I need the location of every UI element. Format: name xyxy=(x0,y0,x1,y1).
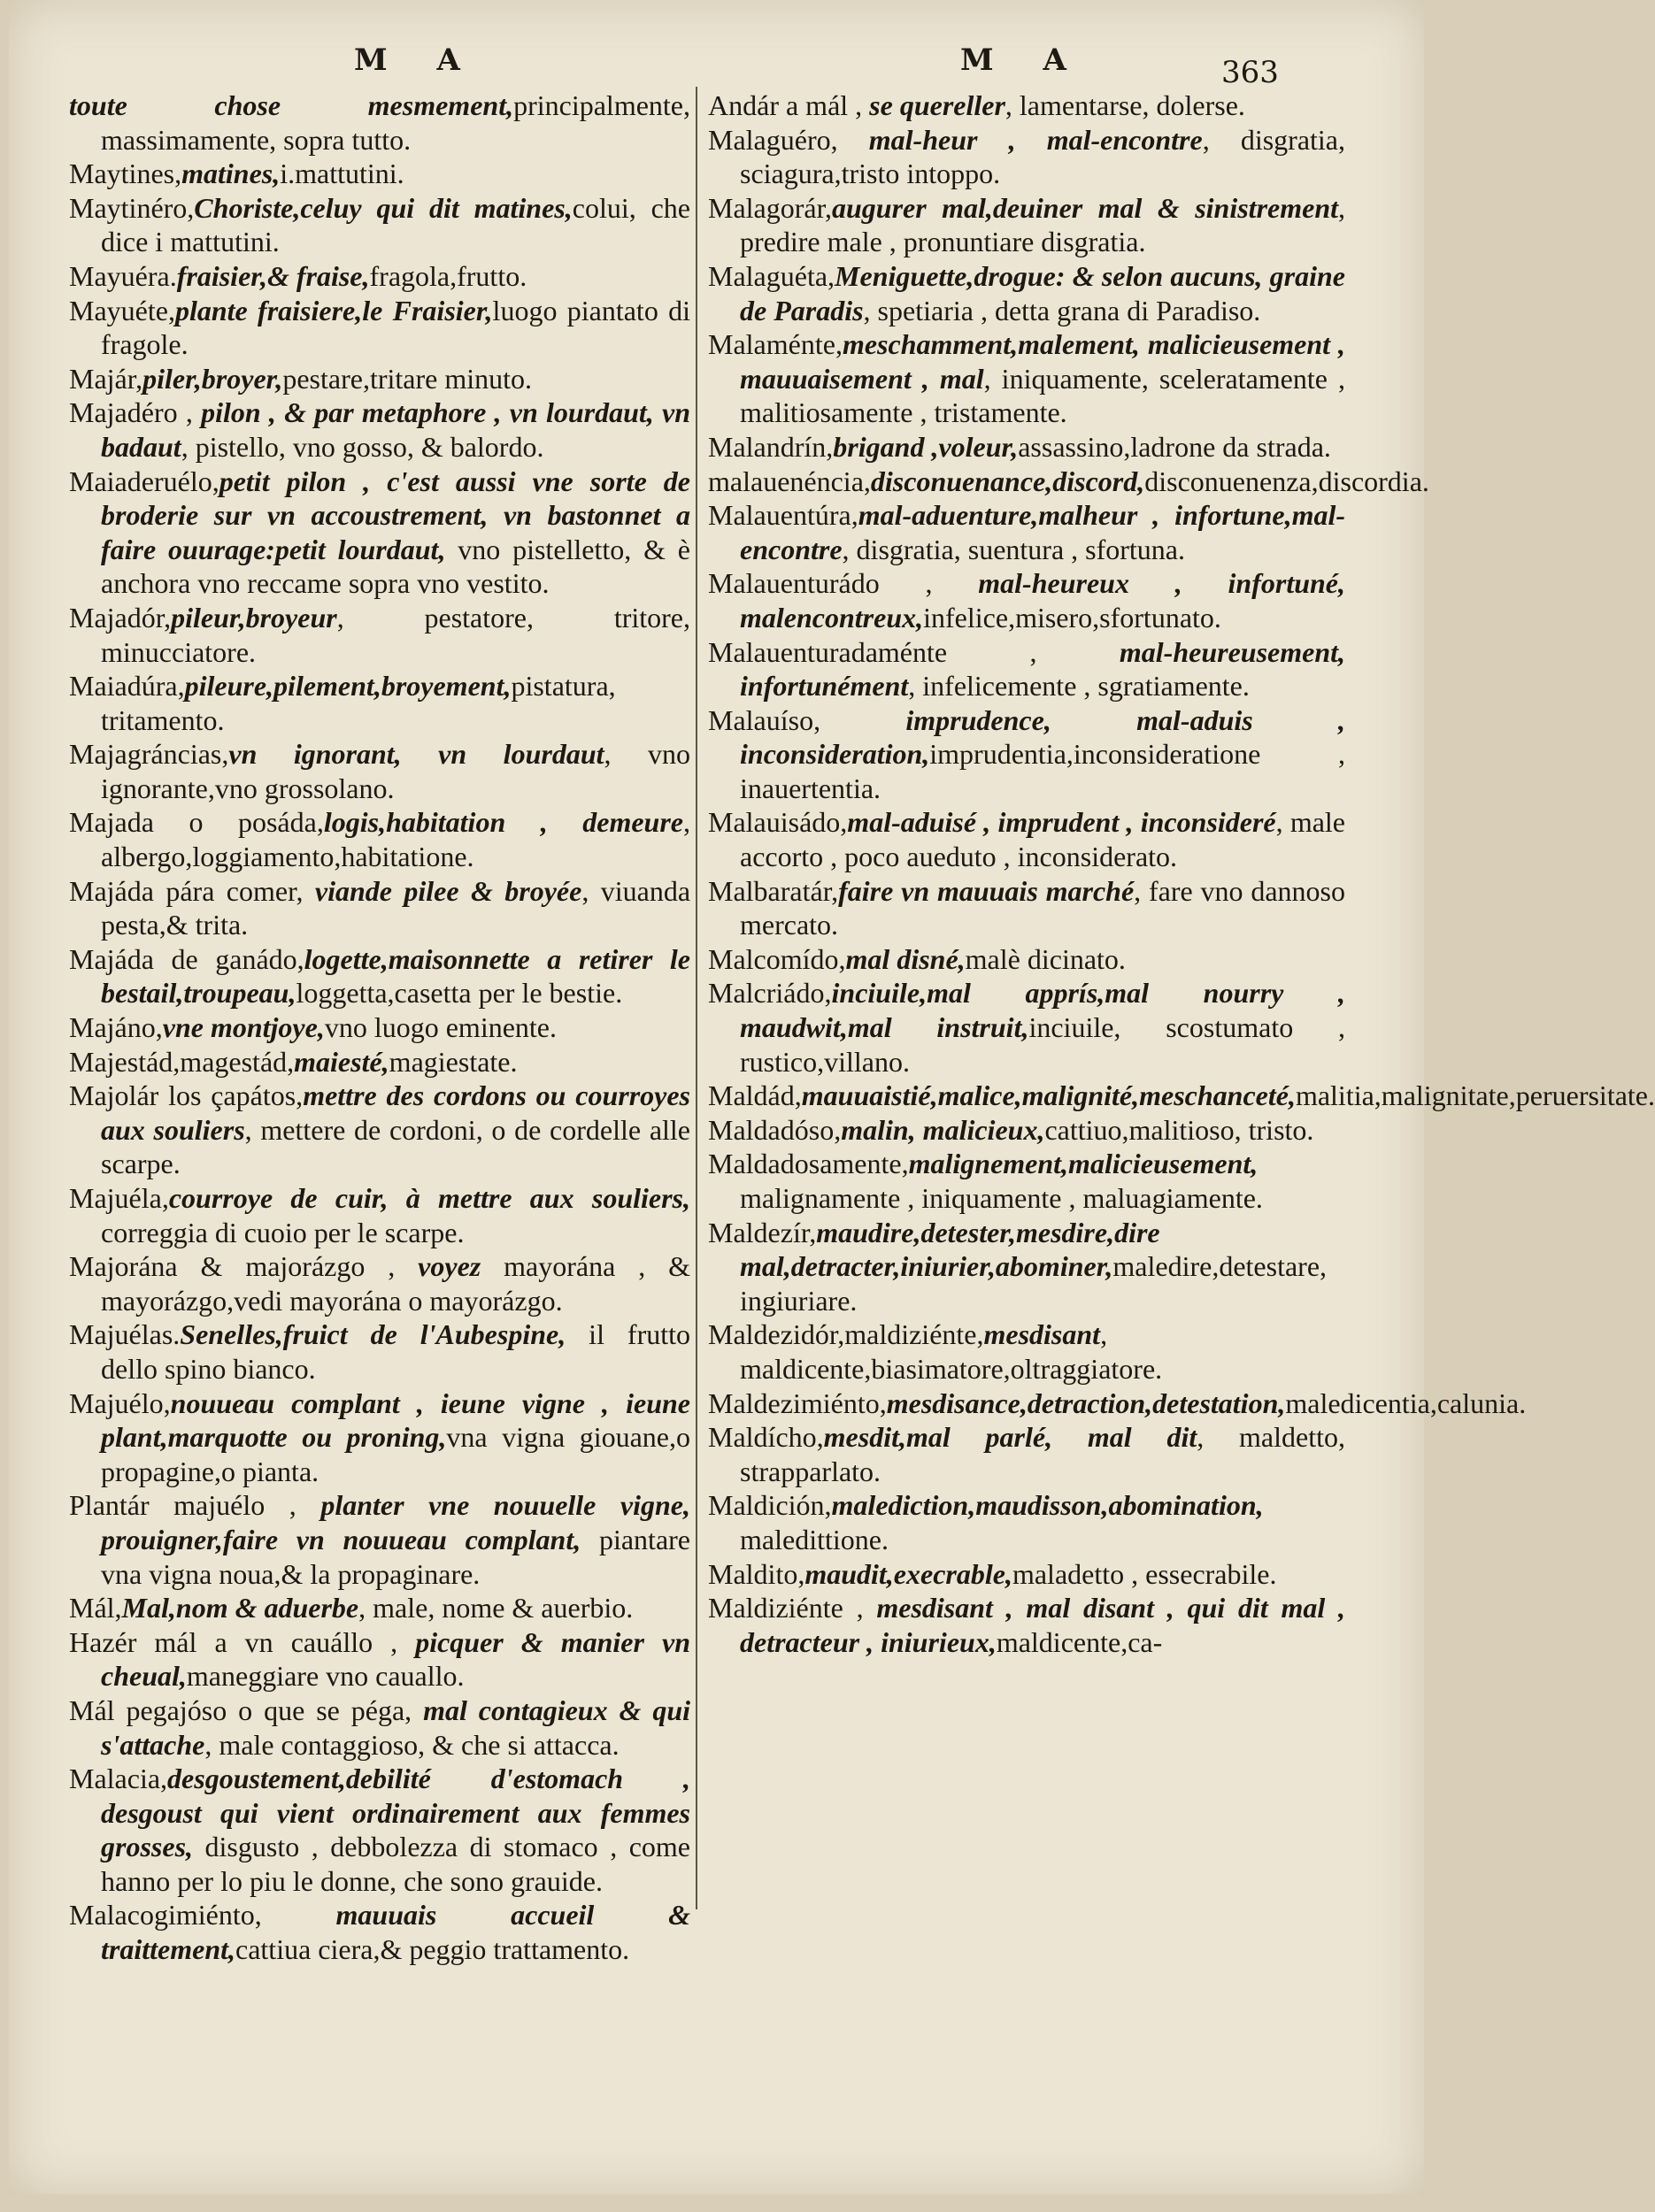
french-gloss: augurer mal,deuiner mal & sinistrement xyxy=(831,191,1338,224)
entry-text: Maldád, xyxy=(708,1079,802,1112)
entry-text: Malagorár, xyxy=(708,191,832,224)
dictionary-entry xyxy=(69,601,690,669)
dictionary-entry xyxy=(69,874,690,942)
dictionary-entry xyxy=(69,737,690,805)
entry-text: magiestate. xyxy=(389,1045,518,1078)
entry-text: Malauisádo, xyxy=(708,806,848,839)
entry-text: maledittione. xyxy=(740,1523,889,1555)
french-gloss: maiesté, xyxy=(294,1045,389,1078)
entry-text: Mayuéte, xyxy=(69,294,175,326)
dictionary-entry xyxy=(708,1386,1527,1421)
french-gloss: courroye de cuir, à mettre aux souliers, xyxy=(168,1182,690,1214)
entry-text: , infelicemente , sgratiamente. xyxy=(908,670,1250,703)
entry-text: Malbaratár, xyxy=(708,874,839,907)
entry-text: Maldezidór,maldiziénte, xyxy=(708,1318,984,1351)
french-gloss: nouueau complant , ieune vigne , ieune plant,marquotte ou proning, xyxy=(101,1386,690,1454)
entry-text: malitia,malignitate,peruersitate. xyxy=(1295,1079,1655,1112)
entry-text: , male accorto , poco aueduto , inconsiderato. xyxy=(740,806,1346,873)
dictionary-entry xyxy=(69,465,690,601)
dictionary-entry xyxy=(69,942,690,1010)
entry-text: Malacia, xyxy=(69,1763,168,1795)
french-gloss: mal-heur , mal-encontre xyxy=(868,123,1203,156)
left-column xyxy=(69,88,690,1967)
dictionary-entry xyxy=(69,805,690,873)
dictionary-entry xyxy=(708,1420,1345,1488)
dictionary-entry xyxy=(708,1216,1345,1318)
dictionary-entry xyxy=(69,259,690,294)
entry-text: Majada o posáda, xyxy=(69,806,324,839)
entry-text: malè dicinato. xyxy=(965,942,1126,975)
entry-text: principalmente, massimamente, sopra tutto. xyxy=(101,89,690,156)
entry-text: malauenéncia, xyxy=(708,465,871,497)
dictionary-entry xyxy=(69,1010,690,1045)
dictionary-entry xyxy=(708,1557,1345,1592)
dictionary-entry xyxy=(708,88,1345,123)
french-gloss: faire vn mauuais marché xyxy=(838,874,1135,907)
entry-text: disconuenenza,discordia. xyxy=(1144,465,1429,497)
french-gloss: pileure,pilement,broyement, xyxy=(184,670,512,703)
entry-text: Malacogimiénto, xyxy=(69,1899,336,1932)
french-gloss: malediction,maudisson,abomination, xyxy=(831,1489,1264,1522)
dictionary-entry xyxy=(69,157,690,191)
french-gloss: desgoustement,debilité d'estomach , desgoust qui vient ordinairement aux femmes grosses, xyxy=(101,1763,690,1863)
dictionary-entry xyxy=(69,1694,690,1762)
entry-text: pistatura, tritamento. xyxy=(101,670,616,736)
french-gloss: imprudence, mal-aduis , inconsideration, xyxy=(740,703,1345,771)
entry-text: correggia di cuoio per le scarpe. xyxy=(101,1216,465,1248)
entry-text: Majuélo, xyxy=(69,1386,171,1419)
entry-text: disgusto , debbolezza di stomaco , come hanno per lo piu le donne, che sono grauide. xyxy=(101,1831,690,1897)
entry-text: maladetto , essecrabile. xyxy=(1012,1557,1277,1590)
entry-text: Malaguéro, xyxy=(708,123,869,156)
dictionary-entry xyxy=(69,1591,690,1625)
right-column xyxy=(708,88,1655,1659)
entry-text: cattiuo,malitioso, tristo. xyxy=(1044,1113,1314,1146)
entry-text: , maldicente,biasimatore,oltraggiatore. xyxy=(740,1318,1163,1385)
entry-text: , pistello, vno gosso, & balordo. xyxy=(181,430,544,463)
entry-text: Malaménte, xyxy=(708,328,843,361)
entry-text: pestare,tritare minuto. xyxy=(282,362,533,395)
entry-text: Maldito, xyxy=(708,1557,805,1590)
entry-text: Mayuéra. xyxy=(69,259,177,292)
dictionary-entry xyxy=(69,1625,690,1694)
dictionary-entry xyxy=(708,327,1345,430)
french-gloss: viande pilee & broyée xyxy=(314,874,582,907)
entry-text: Plantár majuélo , xyxy=(69,1489,321,1522)
entry-text: Maldición, xyxy=(708,1489,832,1522)
french-gloss: matines, xyxy=(181,157,281,190)
entry-text: Malcriádo, xyxy=(708,977,832,1010)
entry-text: , predire male , pronuntiare disgratia. xyxy=(740,191,1345,258)
french-gloss: Mal,nom & aduerbe xyxy=(121,1592,359,1624)
entry-text: imprudentia,inconsideratione , inauertentia. xyxy=(740,738,1345,804)
french-gloss: se quereller xyxy=(869,89,1005,121)
french-gloss: mal-aduisé , imprudent , inconsideré xyxy=(847,806,1276,839)
dictionary-entry xyxy=(69,362,690,396)
entry-text: maneggiare vno cauallo. xyxy=(186,1660,465,1693)
entry-text: cattiua ciera,& peggio trattamento. xyxy=(235,1933,630,1966)
entry-text: fragola,frutto. xyxy=(369,259,527,292)
dictionary-entry xyxy=(708,1079,1655,1113)
entry-text: , disgratia, sciagura,tristo intoppo. xyxy=(740,123,1346,190)
entry-text: , spetiaria , detta grana di Paradiso. xyxy=(863,294,1261,326)
entry-text: il frutto dello spino bianco. xyxy=(101,1318,691,1385)
french-gloss: mesdit,mal parlé, mal dit xyxy=(823,1421,1197,1454)
entry-text: loggetta,casetta per le bestie. xyxy=(296,977,623,1010)
entry-text: luogo piantato di fragole. xyxy=(101,294,690,361)
entry-text: Maldadóso, xyxy=(708,1113,842,1146)
dictionary-entry xyxy=(708,123,1345,191)
dictionary-entry xyxy=(708,1488,1345,1556)
entry-text: , male, nome & auerbio. xyxy=(358,1592,634,1624)
french-gloss: toute chose mesmement, xyxy=(69,89,514,121)
dictionary-entry xyxy=(708,805,1345,873)
entry-text: i.mattutini. xyxy=(280,157,404,190)
french-gloss: vne montjoye, xyxy=(162,1011,325,1044)
french-gloss: logis,habitation , demeure xyxy=(323,806,684,839)
entry-text: , male contaggioso, & che si attacca. xyxy=(204,1728,620,1761)
entry-text: Maldezír, xyxy=(708,1216,817,1248)
entry-text: vno pistelletto, & è anchora vno reccame sopra vno vestito. xyxy=(101,533,691,600)
entry-text: Hazér mál a vn cauállo , xyxy=(69,1625,416,1658)
dictionary-entry xyxy=(69,1181,690,1249)
entry-text: vno luogo eminente. xyxy=(324,1011,557,1044)
entry-text: , mettere de cordoni, o de cordelle alle scarpe. xyxy=(101,1113,691,1180)
entry-text: inciuile, scostumato , rustico,villano. xyxy=(740,1011,1345,1078)
french-gloss: mal disné, xyxy=(845,942,966,975)
french-gloss: pilon , & par metaphore , vn lourdaut, vn badaut xyxy=(101,396,691,463)
french-gloss: planter vne nouuelle vigne, prouigner,faire vn nouueau complant, xyxy=(101,1489,691,1555)
dictionary-entry xyxy=(708,465,1429,499)
entry-text: maldicente,ca- xyxy=(996,1625,1163,1658)
french-gloss: Senelles,fruict de l'Aubespine, xyxy=(180,1318,566,1351)
entry-text: , fare vno dannoso mercato. xyxy=(740,874,1345,941)
entry-text: Maldícho, xyxy=(708,1421,824,1454)
entry-text: maledire,detestare, ingiuriare. xyxy=(740,1250,1328,1317)
french-gloss: maudit,execrable, xyxy=(804,1557,1012,1590)
french-gloss: plante fraisiere,le Fraisier, xyxy=(174,294,493,326)
dictionary-entry xyxy=(708,566,1345,634)
french-gloss: brigand ,voleur, xyxy=(833,430,1019,463)
french-gloss: petit pilon , c'est aussi vne sorte de broderie sur vn accoustrement, vn bastonnet a faire ouurage:petit lourdaut, xyxy=(101,465,690,565)
french-gloss: fraisier,& fraise, xyxy=(176,259,370,292)
entry-text: Majagráncias, xyxy=(69,738,229,771)
entry-text: infelice,misero,sfortunato. xyxy=(923,601,1221,634)
entry-text: Malandrín, xyxy=(708,430,834,463)
entry-text: , pestatore, tritore, minucciatore. xyxy=(101,601,690,668)
dictionary-entry xyxy=(708,942,1345,977)
french-gloss: Meniguette,drogue: & selon aucuns, graine de Paradis xyxy=(740,259,1345,326)
entry-text: Malauenturádo , xyxy=(708,567,979,600)
entry-text: malignamente , iniquamente , maluagiamente. xyxy=(740,1182,1263,1214)
dictionary-entry xyxy=(69,1249,690,1317)
dictionary-entry xyxy=(708,430,1345,465)
entry-text: vna vigna giouane,o propagine,o pianta. xyxy=(101,1421,690,1487)
right-column-header: M A xyxy=(960,42,1086,78)
dictionary-entry xyxy=(708,498,1345,566)
entry-text: assassino,ladrone da strada. xyxy=(1018,430,1331,463)
entry-text: , vno ignorante,vno grossolano. xyxy=(101,738,691,804)
french-gloss: mesdisant xyxy=(983,1318,1101,1351)
entry-text: Malcomído, xyxy=(708,942,846,975)
page-number: 363 xyxy=(1221,55,1279,90)
entry-text: Malaguéta, xyxy=(708,259,835,292)
entry-text: , albergo,loggiamento,habitatione. xyxy=(101,806,691,873)
dictionary-entry xyxy=(69,1762,690,1898)
entry-text: Majestád,magestád, xyxy=(69,1045,295,1078)
french-gloss: meschamment,malement, malicieusement , mauuaisement , mal xyxy=(740,328,1345,395)
dictionary-entry xyxy=(708,1113,1345,1148)
french-gloss: mal-aduenture,malheur , infortune,mal-encontre xyxy=(740,499,1345,565)
dictionary-entry xyxy=(69,1045,690,1079)
entry-text: , maldetto, strapparlato. xyxy=(740,1421,1346,1487)
entry-text: Maldiziénte , xyxy=(708,1592,877,1624)
french-gloss: Choriste,celuy qui dit matines, xyxy=(194,191,573,224)
french-gloss: disconuenance,discord, xyxy=(870,465,1145,497)
entry-text: mayorána , & mayorázgo,vedi mayorána o mayorázgo. xyxy=(101,1250,690,1317)
french-gloss: mauuais accueil & traittement, xyxy=(101,1899,691,1966)
dictionary-entry xyxy=(708,259,1345,327)
entry-text: Maldadosamente, xyxy=(708,1148,909,1180)
dictionary-entry xyxy=(69,294,690,362)
french-gloss: mal-heureusement, infortunément xyxy=(740,635,1345,703)
entry-text: maledicentia,calunia. xyxy=(1285,1386,1527,1419)
french-gloss: piler,broyer, xyxy=(142,362,283,395)
dictionary-entry xyxy=(69,396,690,464)
entry-text: Malauíso, xyxy=(708,703,906,736)
french-gloss: maudire,detester,mesdire,dire mal,detracter,iniurier,abominer, xyxy=(740,1216,1160,1283)
entry-text: , disgratia, suentura , sfortuna. xyxy=(842,533,1185,565)
dictionary-entry xyxy=(69,88,690,157)
entry-text: Mál, xyxy=(69,1592,122,1624)
dictionary-entry xyxy=(69,1488,690,1591)
dictionary-entry xyxy=(708,1317,1345,1386)
french-gloss: vn ignorant, vn lourdaut xyxy=(228,738,604,771)
dictionary-entry xyxy=(708,703,1345,806)
french-gloss: mauuaistié,malice,malignité,meschanceté, xyxy=(801,1079,1296,1112)
french-gloss: malin, malicieux, xyxy=(841,1113,1045,1146)
entry-text: , viuanda pesta,& trita. xyxy=(101,874,691,941)
entry-text: Majár, xyxy=(69,362,143,395)
french-gloss: logette,maisonnette a retirer le bestail,troupeau, xyxy=(101,942,691,1010)
dictionary-entry xyxy=(708,976,1345,1079)
entry-text: Maiaderuélo, xyxy=(69,465,219,497)
dictionary-entry xyxy=(69,1898,690,1966)
entry-text: Majuélas. xyxy=(69,1318,181,1351)
entry-text: Majadéro , xyxy=(69,396,202,429)
french-gloss: mal-heureux , infortuné, malencontreux, xyxy=(740,567,1345,634)
entry-text: Malauenturadaménte , xyxy=(708,635,1120,668)
dictionary-entry xyxy=(69,191,690,259)
french-gloss: malignement,malicieusement, xyxy=(908,1148,1259,1180)
french-gloss: picquer & manier vn cheual, xyxy=(101,1625,691,1693)
entry-text: piantare vna vigna noua,& la propaginare. xyxy=(101,1523,691,1590)
entry-text: Andár a mál , xyxy=(708,89,870,121)
entry-text: Maytinéro, xyxy=(69,191,195,224)
entry-text: , lamentarse, dolerse. xyxy=(1005,89,1245,121)
dictionary-entry xyxy=(708,1147,1345,1215)
entry-text: Majolár los çapátos, xyxy=(69,1079,304,1112)
entry-text: Malauentúra, xyxy=(708,499,858,532)
dictionary-entry xyxy=(708,874,1345,942)
dictionary-entry xyxy=(708,1591,1345,1659)
dictionary-entry xyxy=(69,1317,690,1386)
dictionary-entry xyxy=(69,1386,690,1489)
entry-text: , iniquamente, sceleratamente , malitiosamente , tristamente. xyxy=(740,362,1346,429)
entry-text: Majadór, xyxy=(69,601,172,634)
french-gloss: mettre des cordons ou courroyes aux souliers xyxy=(101,1079,691,1146)
dictionary-entry xyxy=(708,635,1345,703)
entry-text: Maiadúra, xyxy=(69,670,185,703)
french-gloss: inciuile,mal apprís,mal nourry , maudwit,mal instruit, xyxy=(740,977,1345,1044)
entry-text: colui, che dice i mattutini. xyxy=(101,191,691,258)
entry-text: Maldezimiénto, xyxy=(708,1386,887,1419)
dictionary-page xyxy=(9,0,1655,2194)
french-gloss: mesdisance,detraction,detestation, xyxy=(886,1386,1286,1419)
entry-text: Maytines, xyxy=(69,157,182,190)
left-column-header: M A xyxy=(354,42,480,78)
french-gloss: mesdisant , mal disant , qui dit mal , detracteur , iniurieux, xyxy=(740,1592,1346,1658)
column-divider xyxy=(696,87,697,1909)
french-gloss: voyez xyxy=(418,1250,481,1283)
dictionary-entry xyxy=(69,669,690,737)
entry-text: Majáda pára comer, xyxy=(69,874,315,907)
french-gloss: pileur,broyeur xyxy=(171,601,337,634)
entry-text: Majáno, xyxy=(69,1011,163,1044)
french-gloss: mal contagieux & qui s'attache xyxy=(101,1694,690,1761)
dictionary-entry xyxy=(708,191,1345,259)
entry-text: Mál pegajóso o que se péga, xyxy=(69,1694,424,1726)
dictionary-entry xyxy=(69,1079,690,1181)
entry-text: Majáda de ganádo, xyxy=(69,942,304,975)
entry-text: Majorána & majorázgo , xyxy=(69,1250,419,1283)
entry-text: Majuéla, xyxy=(69,1182,169,1214)
